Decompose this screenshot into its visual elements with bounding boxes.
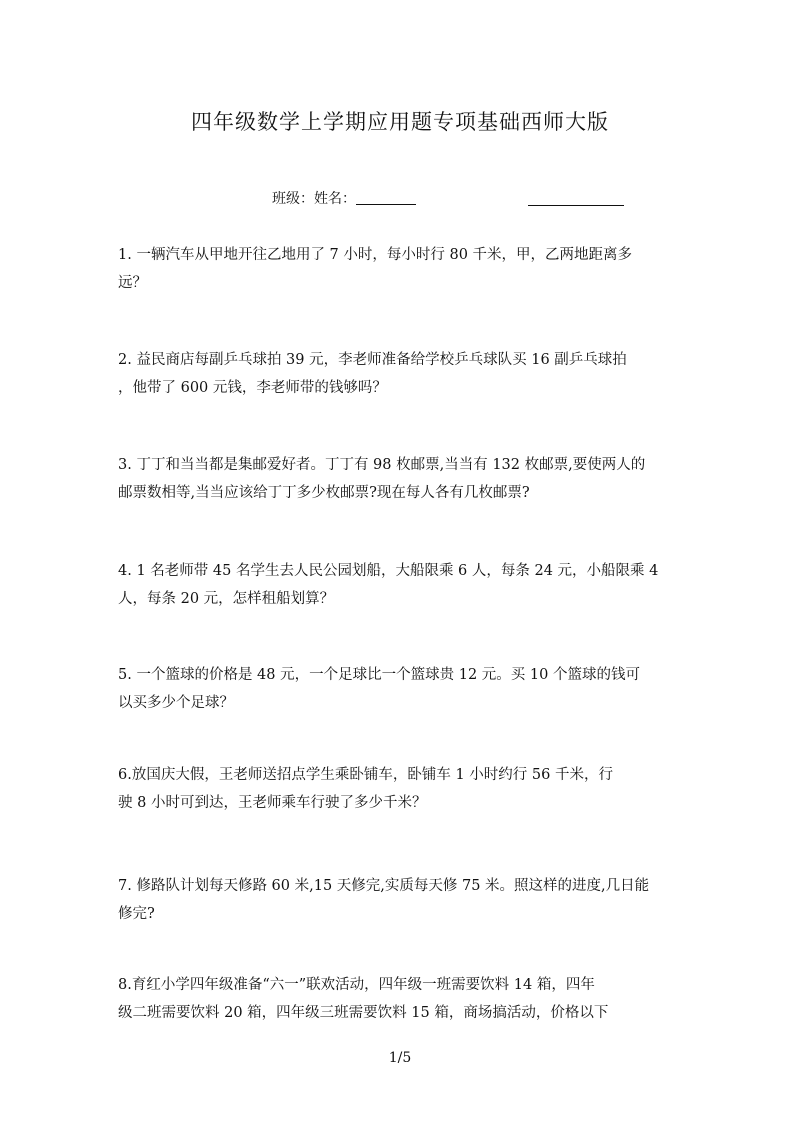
question-3: [118, 451, 678, 507]
question-line: 远？: [118, 275, 147, 291]
question-line: 7. 修路队计划每天修路 60 米,15 天修完,实质每天修 75 米。照这样的进度,几日能: [118, 878, 650, 894]
question-line: 1. 一辆汽车从甲地开往乙地用了 7 小时，每小时行 80 千米，甲，乙两地距离多: [118, 247, 633, 263]
question-line: 人，每条 20 元，怎样租船划算？: [118, 591, 335, 607]
question-line: 6.放国庆大假，王老师送招点学生乘卧铺车，卧铺车 1 小时约行 56 千米，行: [118, 767, 613, 783]
question-line: 8.育红小学四年级准备“六一”联欢活动，四年级一班需要饮料 14 箱，四年: [118, 977, 595, 993]
name-label: 姓名：: [314, 191, 356, 207]
page-title: 四年级数学上学期应用题专项基础西师大版: [191, 110, 609, 134]
answer-blank: [528, 205, 624, 206]
question-2: [118, 346, 678, 402]
class-label: 班级：: [272, 191, 314, 207]
question-6: [118, 761, 678, 817]
question-line: 4. 1 名老师带 45 名学生去人民公园划船，大船限乘 6 人，每条 24 元，小船限乘 4: [118, 563, 659, 579]
question-7: [118, 872, 678, 928]
question-line: 邮票数相等,当当应该给丁丁多少枚邮票?现在每人各有几枚邮票?: [118, 485, 530, 501]
question-line: 5. 一个篮球的价格是 48 元，一个足球比一个篮球贵 12 元。买 10 个篮球的钱可: [118, 667, 640, 683]
question-line: 3. 丁丁和当当都是集邮爱好者。丁丁有 98 枚邮票,当当有 132 枚邮票,要使两人的: [118, 457, 646, 473]
question-8: [118, 971, 678, 1027]
question-line: 修完?: [118, 906, 155, 922]
question-4: [118, 557, 678, 613]
question-line: 级二班需要饮料 20 箱，四年级三班需要饮料 15 箱，商场搞活动，价格以下: [118, 1005, 609, 1021]
question-5: [118, 661, 678, 717]
question-line: 以买多少个足球？: [118, 695, 234, 711]
question-line: 驶 8 小时可到达，王老师乘车行驶了多少千米？: [118, 795, 427, 811]
page-number: 1/5: [388, 1050, 412, 1066]
name-blank: [356, 190, 416, 205]
question-line: ，他带了 600 元钱，李老师带的钱够吗？: [118, 380, 387, 396]
class-name-line: [272, 188, 416, 208]
question-1: [118, 241, 678, 297]
question-line: 2. 益民商店每副乒乓球拍 39 元，李老师准备给学校乒乓球队买 16 副乒乓球拍: [118, 352, 627, 368]
